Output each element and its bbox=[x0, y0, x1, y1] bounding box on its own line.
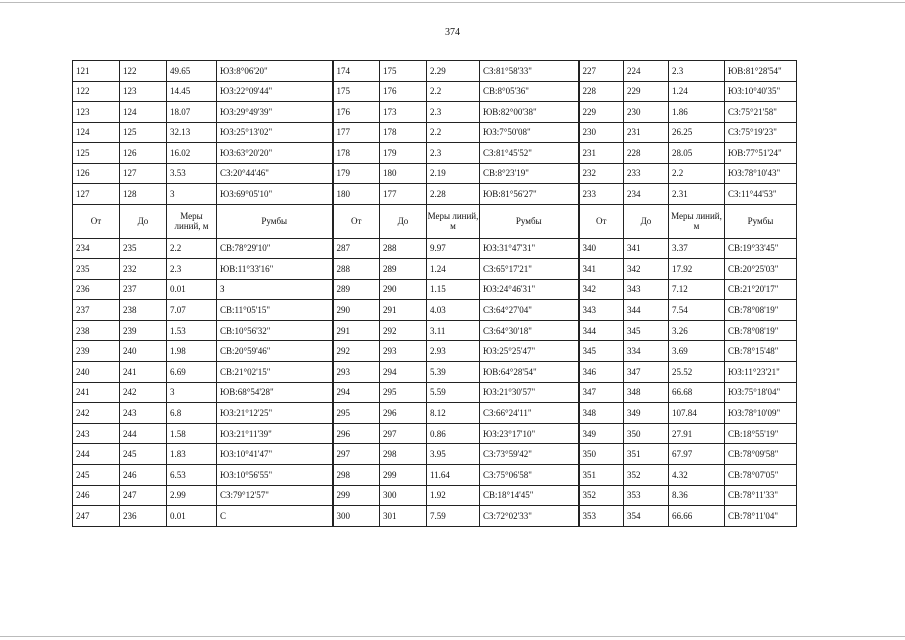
from-cell: 234 bbox=[73, 238, 120, 259]
bearing-cell: ЮЗ:24°46'31" bbox=[480, 279, 579, 300]
header-to: До bbox=[624, 204, 669, 238]
length-cell: 66.66 bbox=[669, 506, 725, 527]
length-cell: 1.58 bbox=[167, 423, 217, 444]
bearing-cell: ЮЗ:10°56'55" bbox=[217, 465, 333, 486]
bearing-cell: СЗ:65°17'21" bbox=[480, 259, 579, 280]
bearing-cell: СВ:8°23'19" bbox=[480, 163, 579, 184]
bearing-cell: ЮЗ:78°10'43" bbox=[725, 163, 797, 184]
bearing-cell: СВ:21°02'15" bbox=[217, 362, 333, 383]
length-cell: 1.24 bbox=[427, 259, 480, 280]
from-cell: 295 bbox=[333, 403, 380, 424]
from-cell: 247 bbox=[73, 506, 120, 527]
to-cell: 290 bbox=[380, 279, 427, 300]
length-cell: 3 bbox=[167, 382, 217, 403]
from-cell: 235 bbox=[73, 259, 120, 280]
to-cell: 344 bbox=[624, 300, 669, 321]
to-cell: 242 bbox=[120, 382, 167, 403]
to-cell: 297 bbox=[380, 423, 427, 444]
header-measure: Меры линий, м bbox=[167, 204, 217, 238]
to-cell: 293 bbox=[380, 341, 427, 362]
length-cell: 6.69 bbox=[167, 362, 217, 383]
length-cell: 8.12 bbox=[427, 403, 480, 424]
to-cell: 334 bbox=[624, 341, 669, 362]
length-cell: 7.12 bbox=[669, 279, 725, 300]
to-cell: 126 bbox=[120, 143, 167, 164]
length-cell: 1.98 bbox=[167, 341, 217, 362]
length-cell: 2.99 bbox=[167, 485, 217, 506]
length-cell: 2.31 bbox=[669, 184, 725, 205]
bearing-table bbox=[72, 60, 797, 527]
table-row bbox=[73, 382, 797, 403]
length-cell: 32.13 bbox=[167, 122, 217, 143]
from-cell: 289 bbox=[333, 279, 380, 300]
from-cell: 242 bbox=[73, 403, 120, 424]
to-cell: 291 bbox=[380, 300, 427, 321]
from-cell: 348 bbox=[579, 403, 624, 424]
table-row bbox=[73, 465, 797, 486]
from-cell: 290 bbox=[333, 300, 380, 321]
bearing-cell: СВ:78°11'04" bbox=[725, 506, 797, 527]
length-cell: 7.07 bbox=[167, 300, 217, 321]
length-cell: 3.95 bbox=[427, 444, 480, 465]
from-cell: 346 bbox=[579, 362, 624, 383]
length-cell: 4.03 bbox=[427, 300, 480, 321]
from-cell: 239 bbox=[73, 341, 120, 362]
header-row bbox=[73, 204, 797, 238]
from-cell: 293 bbox=[333, 362, 380, 383]
bearing-cell: ЮВ:81°28'54" bbox=[725, 61, 797, 82]
to-cell: 234 bbox=[624, 184, 669, 205]
to-cell: 123 bbox=[120, 81, 167, 102]
length-cell: 107.84 bbox=[669, 403, 725, 424]
bearing-cell: СВ:18°55'19" bbox=[725, 423, 797, 444]
from-cell: 228 bbox=[579, 81, 624, 102]
table-row bbox=[73, 403, 797, 424]
bearing-cell: СВ:78°15'48" bbox=[725, 341, 797, 362]
from-cell: 246 bbox=[73, 485, 120, 506]
length-cell: 28.05 bbox=[669, 143, 725, 164]
top-scan-edge bbox=[0, 2, 905, 3]
to-cell: 237 bbox=[120, 279, 167, 300]
from-cell: 244 bbox=[73, 444, 120, 465]
bearing-cell: ЮЗ:11°23'21" bbox=[725, 362, 797, 383]
to-cell: 178 bbox=[380, 122, 427, 143]
bearing-cell: СЗ:64°27'04" bbox=[480, 300, 579, 321]
to-cell: 292 bbox=[380, 320, 427, 341]
length-cell: 2.3 bbox=[669, 61, 725, 82]
to-cell: 228 bbox=[624, 143, 669, 164]
length-cell: 11.64 bbox=[427, 465, 480, 486]
bearing-cell: СЗ:11°44'53" bbox=[725, 184, 797, 205]
table-row bbox=[73, 444, 797, 465]
length-cell: 2.19 bbox=[427, 163, 480, 184]
length-cell: 2.28 bbox=[427, 184, 480, 205]
length-cell: 16.02 bbox=[167, 143, 217, 164]
to-cell: 232 bbox=[120, 259, 167, 280]
to-cell: 349 bbox=[624, 403, 669, 424]
to-cell: 351 bbox=[624, 444, 669, 465]
from-cell: 123 bbox=[73, 102, 120, 123]
length-cell: 18.07 bbox=[167, 102, 217, 123]
from-cell: 179 bbox=[333, 163, 380, 184]
to-cell: 128 bbox=[120, 184, 167, 205]
to-cell: 180 bbox=[380, 163, 427, 184]
table-row bbox=[73, 143, 797, 164]
from-cell: 341 bbox=[579, 259, 624, 280]
to-cell: 244 bbox=[120, 423, 167, 444]
bearing-cell: ЮВ:64°28'54" bbox=[480, 362, 579, 383]
length-cell: 1.92 bbox=[427, 485, 480, 506]
to-cell: 347 bbox=[624, 362, 669, 383]
to-cell: 246 bbox=[120, 465, 167, 486]
bearing-cell: ЮЗ:63°20'20" bbox=[217, 143, 333, 164]
table-row bbox=[73, 102, 797, 123]
from-cell: 349 bbox=[579, 423, 624, 444]
length-cell: 9.97 bbox=[427, 238, 480, 259]
from-cell: 292 bbox=[333, 341, 380, 362]
to-cell: 176 bbox=[380, 81, 427, 102]
to-cell: 229 bbox=[624, 81, 669, 102]
from-cell: 240 bbox=[73, 362, 120, 383]
bearing-cell: ЮЗ:21°30'57" bbox=[480, 382, 579, 403]
to-cell: 173 bbox=[380, 102, 427, 123]
to-cell: 239 bbox=[120, 320, 167, 341]
bearing-cell: С bbox=[217, 506, 333, 527]
to-cell: 348 bbox=[624, 382, 669, 403]
table-row bbox=[73, 300, 797, 321]
section-b-rows bbox=[73, 238, 797, 526]
to-cell: 240 bbox=[120, 341, 167, 362]
length-cell: 3.37 bbox=[669, 238, 725, 259]
length-cell: 2.2 bbox=[167, 238, 217, 259]
length-cell: 25.52 bbox=[669, 362, 725, 383]
from-cell: 233 bbox=[579, 184, 624, 205]
from-cell: 340 bbox=[579, 238, 624, 259]
header-from: От bbox=[333, 204, 380, 238]
from-cell: 294 bbox=[333, 382, 380, 403]
to-cell: 353 bbox=[624, 485, 669, 506]
length-cell: 67.97 bbox=[669, 444, 725, 465]
to-cell: 354 bbox=[624, 506, 669, 527]
table-row bbox=[73, 506, 797, 527]
length-cell: 7.59 bbox=[427, 506, 480, 527]
bearing-cell: СЗ:66°24'11" bbox=[480, 403, 579, 424]
header-to: До bbox=[120, 204, 167, 238]
length-cell: 0.01 bbox=[167, 279, 217, 300]
from-cell: 342 bbox=[579, 279, 624, 300]
length-cell: 2.29 bbox=[427, 61, 480, 82]
page-number: 374 bbox=[445, 27, 460, 38]
bearing-cell: СЗ:81°45'52" bbox=[480, 143, 579, 164]
bearing-cell: ЮЗ:7°50'08" bbox=[480, 122, 579, 143]
table-row bbox=[73, 259, 797, 280]
from-cell: 237 bbox=[73, 300, 120, 321]
bearing-cell: СЗ:75°21'58" bbox=[725, 102, 797, 123]
to-cell: 294 bbox=[380, 362, 427, 383]
bearing-cell: СЗ:81°58'33" bbox=[480, 61, 579, 82]
length-cell: 1.83 bbox=[167, 444, 217, 465]
bearing-cell: СЗ:73°59'42" bbox=[480, 444, 579, 465]
to-cell: 224 bbox=[624, 61, 669, 82]
to-cell: 230 bbox=[624, 102, 669, 123]
to-cell: 343 bbox=[624, 279, 669, 300]
to-cell: 238 bbox=[120, 300, 167, 321]
from-cell: 127 bbox=[73, 184, 120, 205]
length-cell: 0.86 bbox=[427, 423, 480, 444]
from-cell: 288 bbox=[333, 259, 380, 280]
bearing-cell: ЮЗ:23°17'10" bbox=[480, 423, 579, 444]
from-cell: 245 bbox=[73, 465, 120, 486]
bearing-cell: ЮЗ:10°40'35" bbox=[725, 81, 797, 102]
to-cell: 124 bbox=[120, 102, 167, 123]
to-cell: 345 bbox=[624, 320, 669, 341]
length-cell: 5.59 bbox=[427, 382, 480, 403]
to-cell: 298 bbox=[380, 444, 427, 465]
bearing-cell: З bbox=[217, 279, 333, 300]
length-cell: 2.93 bbox=[427, 341, 480, 362]
from-cell: 227 bbox=[579, 61, 624, 82]
column-header-row bbox=[73, 204, 797, 238]
from-cell: 175 bbox=[333, 81, 380, 102]
bearing-cell: СВ:21°20'17" bbox=[725, 279, 797, 300]
bearing-cell: ЮЗ:21°12'25" bbox=[217, 403, 333, 424]
bearing-cell: ЮЗ:22°09'44" bbox=[217, 81, 333, 102]
bearing-cell: ЮЗ:75°18'04" bbox=[725, 382, 797, 403]
to-cell: 179 bbox=[380, 143, 427, 164]
bearing-cell: ЮЗ:21°11'39" bbox=[217, 423, 333, 444]
length-cell: 0.01 bbox=[167, 506, 217, 527]
table-row bbox=[73, 341, 797, 362]
from-cell: 230 bbox=[579, 122, 624, 143]
from-cell: 352 bbox=[579, 485, 624, 506]
bearing-cell: ЮВ:11°33'16" bbox=[217, 259, 333, 280]
bearing-cell: ЮЗ:31°47'31" bbox=[480, 238, 579, 259]
table-row bbox=[73, 81, 797, 102]
length-cell: 1.86 bbox=[669, 102, 725, 123]
length-cell: 8.36 bbox=[669, 485, 725, 506]
from-cell: 350 bbox=[579, 444, 624, 465]
to-cell: 288 bbox=[380, 238, 427, 259]
header-bearing: Румбы bbox=[480, 204, 579, 238]
length-cell: 3 bbox=[167, 184, 217, 205]
header-measure: Меры линий, м bbox=[669, 204, 725, 238]
table-row bbox=[73, 362, 797, 383]
from-cell: 287 bbox=[333, 238, 380, 259]
from-cell: 353 bbox=[579, 506, 624, 527]
from-cell: 300 bbox=[333, 506, 380, 527]
from-cell: 343 bbox=[579, 300, 624, 321]
length-cell: 3.11 bbox=[427, 320, 480, 341]
length-cell: 5.39 bbox=[427, 362, 480, 383]
to-cell: 231 bbox=[624, 122, 669, 143]
from-cell: 241 bbox=[73, 382, 120, 403]
from-cell: 177 bbox=[333, 122, 380, 143]
length-cell: 6.53 bbox=[167, 465, 217, 486]
length-cell: 66.68 bbox=[669, 382, 725, 403]
bearing-cell: ЮЗ:25°25'47" bbox=[480, 341, 579, 362]
bearing-cell: СВ:8°05'36" bbox=[480, 81, 579, 102]
to-cell: 341 bbox=[624, 238, 669, 259]
header-from: От bbox=[73, 204, 120, 238]
from-cell: 347 bbox=[579, 382, 624, 403]
from-cell: 125 bbox=[73, 143, 120, 164]
bearing-cell: СВ:78°09'58" bbox=[725, 444, 797, 465]
length-cell: 27.91 bbox=[669, 423, 725, 444]
bearing-cell: ЮЗ:25°13'02" bbox=[217, 122, 333, 143]
bearing-cell: СЗ:64°30'18" bbox=[480, 320, 579, 341]
to-cell: 352 bbox=[624, 465, 669, 486]
from-cell: 298 bbox=[333, 465, 380, 486]
to-cell: 127 bbox=[120, 163, 167, 184]
to-cell: 296 bbox=[380, 403, 427, 424]
length-cell: 26.25 bbox=[669, 122, 725, 143]
length-cell: 2.3 bbox=[427, 143, 480, 164]
bearing-cell: ЮЗ:29°49'39" bbox=[217, 102, 333, 123]
bearing-cell: ЮЗ:69°05'10" bbox=[217, 184, 333, 205]
from-cell: 124 bbox=[73, 122, 120, 143]
survey-sheet bbox=[72, 60, 796, 527]
from-cell: 291 bbox=[333, 320, 380, 341]
to-cell: 299 bbox=[380, 465, 427, 486]
length-cell: 2.2 bbox=[669, 163, 725, 184]
bearing-cell: СВ:19°33'45" bbox=[725, 238, 797, 259]
table-row bbox=[73, 163, 797, 184]
table-row bbox=[73, 238, 797, 259]
from-cell: 174 bbox=[333, 61, 380, 82]
bearing-cell: СВ:78°29'10" bbox=[217, 238, 333, 259]
length-cell: 17.92 bbox=[669, 259, 725, 280]
bearing-cell: СВ:20°25'03" bbox=[725, 259, 797, 280]
length-cell: 14.45 bbox=[167, 81, 217, 102]
to-cell: 177 bbox=[380, 184, 427, 205]
to-cell: 235 bbox=[120, 238, 167, 259]
table-row bbox=[73, 423, 797, 444]
bearing-cell: ЮЗ:8°06'20" bbox=[217, 61, 333, 82]
length-cell: 1.15 bbox=[427, 279, 480, 300]
to-cell: 125 bbox=[120, 122, 167, 143]
header-from: От bbox=[579, 204, 624, 238]
to-cell: 247 bbox=[120, 485, 167, 506]
length-cell: 2.2 bbox=[427, 81, 480, 102]
bearing-cell: ЮЗ:10°41'47" bbox=[217, 444, 333, 465]
bearing-cell: СВ:78°11'33" bbox=[725, 485, 797, 506]
from-cell: 296 bbox=[333, 423, 380, 444]
to-cell: 301 bbox=[380, 506, 427, 527]
length-cell: 3.53 bbox=[167, 163, 217, 184]
length-cell: 7.54 bbox=[669, 300, 725, 321]
from-cell: 231 bbox=[579, 143, 624, 164]
bearing-cell: СВ:18°14'45" bbox=[480, 485, 579, 506]
to-cell: 233 bbox=[624, 163, 669, 184]
to-cell: 245 bbox=[120, 444, 167, 465]
bearing-cell: СЗ:79°12'57" bbox=[217, 485, 333, 506]
header-bearing: Румбы bbox=[725, 204, 797, 238]
bearing-cell: СВ:11°05'15" bbox=[217, 300, 333, 321]
bearing-cell: СВ:78°07'05" bbox=[725, 465, 797, 486]
to-cell: 300 bbox=[380, 485, 427, 506]
from-cell: 297 bbox=[333, 444, 380, 465]
table-row bbox=[73, 485, 797, 506]
table-row bbox=[73, 184, 797, 205]
length-cell: 3.69 bbox=[669, 341, 725, 362]
to-cell: 236 bbox=[120, 506, 167, 527]
to-cell: 342 bbox=[624, 259, 669, 280]
length-cell: 2.3 bbox=[167, 259, 217, 280]
from-cell: 345 bbox=[579, 341, 624, 362]
bearing-cell: СЗ:72°02'33" bbox=[480, 506, 579, 527]
from-cell: 126 bbox=[73, 163, 120, 184]
bearing-cell: СВ:10°56'32" bbox=[217, 320, 333, 341]
length-cell: 1.24 bbox=[669, 81, 725, 102]
bearing-cell: ЮЗ:78°10'09" bbox=[725, 403, 797, 424]
from-cell: 243 bbox=[73, 423, 120, 444]
from-cell: 299 bbox=[333, 485, 380, 506]
bottom-scan-edge bbox=[0, 636, 905, 637]
from-cell: 236 bbox=[73, 279, 120, 300]
length-cell: 1.53 bbox=[167, 320, 217, 341]
to-cell: 243 bbox=[120, 403, 167, 424]
from-cell: 180 bbox=[333, 184, 380, 205]
table-row bbox=[73, 279, 797, 300]
header-measure: Меры линий, м bbox=[427, 204, 480, 238]
bearing-cell: ЮВ:82°00'38" bbox=[480, 102, 579, 123]
length-cell: 2.2 bbox=[427, 122, 480, 143]
from-cell: 122 bbox=[73, 81, 120, 102]
from-cell: 344 bbox=[579, 320, 624, 341]
table-row bbox=[73, 61, 797, 82]
bearing-cell: СЗ:75°19'23" bbox=[725, 122, 797, 143]
table-row bbox=[73, 320, 797, 341]
from-cell: 232 bbox=[579, 163, 624, 184]
bearing-cell: ЮВ:81°56'27" bbox=[480, 184, 579, 205]
from-cell: 176 bbox=[333, 102, 380, 123]
length-cell: 2.3 bbox=[427, 102, 480, 123]
bearing-cell: СЗ:20°44'46" bbox=[217, 163, 333, 184]
length-cell: 6.8 bbox=[167, 403, 217, 424]
to-cell: 122 bbox=[120, 61, 167, 82]
to-cell: 295 bbox=[380, 382, 427, 403]
from-cell: 178 bbox=[333, 143, 380, 164]
length-cell: 3.26 bbox=[669, 320, 725, 341]
to-cell: 241 bbox=[120, 362, 167, 383]
from-cell: 351 bbox=[579, 465, 624, 486]
bearing-cell: ЮВ:77°51'24" bbox=[725, 143, 797, 164]
header-to: До bbox=[380, 204, 427, 238]
section-a-rows bbox=[73, 61, 797, 205]
bearing-cell: СВ:78°08'19" bbox=[725, 300, 797, 321]
to-cell: 350 bbox=[624, 423, 669, 444]
bearing-cell: СВ:78°08'19" bbox=[725, 320, 797, 341]
length-cell: 4.32 bbox=[669, 465, 725, 486]
to-cell: 175 bbox=[380, 61, 427, 82]
from-cell: 238 bbox=[73, 320, 120, 341]
bearing-cell: СЗ:75°06'58" bbox=[480, 465, 579, 486]
to-cell: 289 bbox=[380, 259, 427, 280]
bearing-cell: ЮВ:68°54'28" bbox=[217, 382, 333, 403]
from-cell: 229 bbox=[579, 102, 624, 123]
length-cell: 49.65 bbox=[167, 61, 217, 82]
header-bearing: Румбы bbox=[217, 204, 333, 238]
bearing-cell: СВ:20°59'46" bbox=[217, 341, 333, 362]
from-cell: 121 bbox=[73, 61, 120, 82]
table-row bbox=[73, 122, 797, 143]
